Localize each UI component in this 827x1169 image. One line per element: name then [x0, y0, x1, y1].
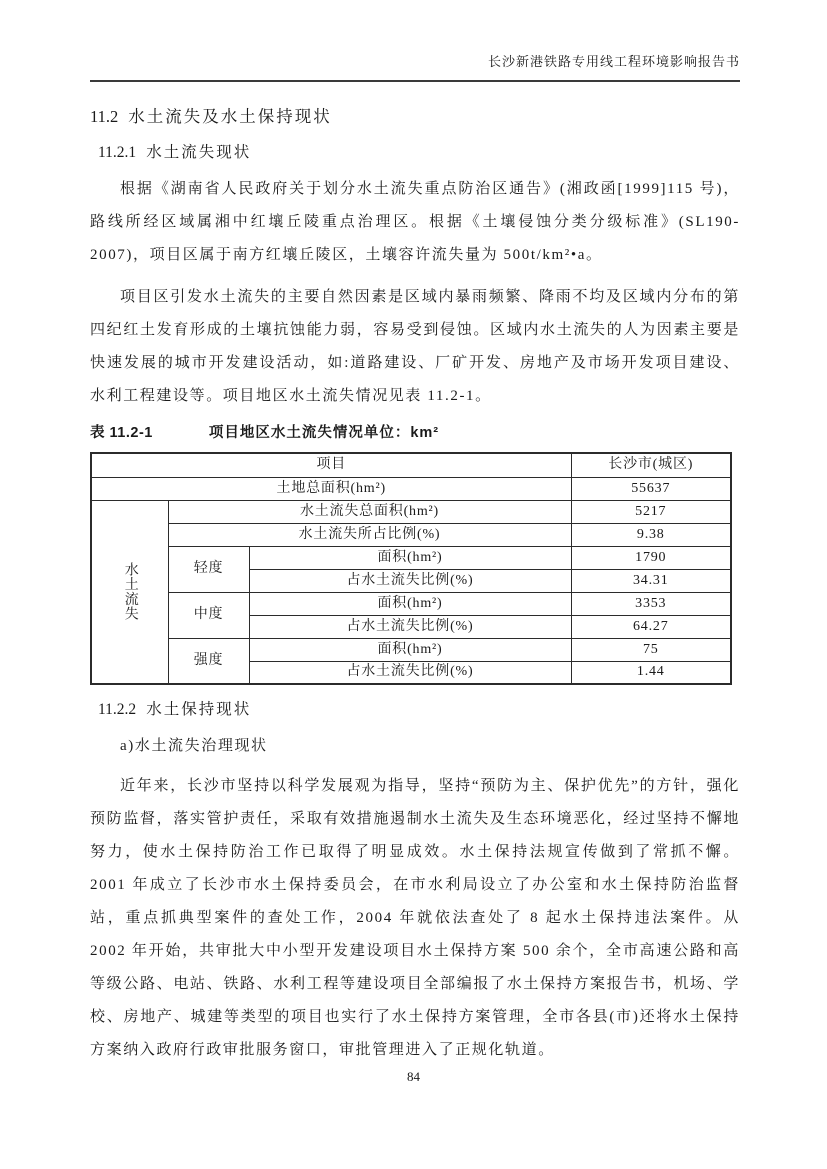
section-number: 11.2.1 [98, 144, 137, 161]
cell-value: 9.38 [571, 523, 731, 546]
paragraph-conservation-status: 近年来，长沙市坚持以科学发展观为指导，坚持“预防为主、保护优先”的方针，强化预防监督，落实管护责任，采取有效措施遏制水土流失及生态环境恶化，经过坚持不懈地努力，使水土保持防治工作已取得了明显成效。水土保持法规宣传做到了常抓不懈。2001 年成立了长沙市水土保持委员会，在市水利局设立了办公室和水土保持防治监督站，重点抓典型案件的查处工作，2004 年就依法查处了 8 起水土保持违法案件。从 2002 年开始，共审批大中小型开发建设项目水土保持方案 500 余个，全市高速公路和高等级公路、电站、铁路、水利工程等建设项目全部编报了水土保持方案报告书，机场、学校、房地产、城建等类型的项目也实行了水土保持方案管理，全市各县(市)还将水土保持方案纳入政府行政审批服务窗口，审批管理进入了正规化轨道。 [90, 778, 740, 1058]
cell-value: 75 [571, 638, 731, 661]
erosion-data-table [90, 452, 732, 685]
paragraph-erosion-causes: 项目区引发水土流失的主要自然因素是区域内暴雨频繁、降雨不均及区域内分布的第四纪红土发育形成的土壤抗蚀能力弱，容易受到侵蚀。区域内水土流失的人为因素主要是快速发展的城市开发建设活动，如:道路建设、厂矿开发、房地产及市场开发项目建设、水利工程建设等。项目地区水土流失情况见表 11.2-1。 [90, 289, 740, 404]
section-number: 11.2.2 [98, 701, 137, 718]
paragraph-erosion-zoning: 根据《湖南省人民政府关于划分水土流失重点防治区通告》(湘政函[1999]115 号)，路线所经区域属湘中红壤丘陵重点治理区。根据《土壤侵蚀分类分级标准》(SL190-2007)，项目区属于南方红壤丘陵区，土壤容许流失量为 500t/km²•a。 [90, 181, 740, 263]
cell-label: 占水土流失比例(%) [249, 661, 571, 684]
cell-label: 占水土流失比例(%) [249, 569, 571, 592]
cell-level-name: 中度 [168, 592, 249, 638]
section-heading-11-2-2 [98, 699, 740, 721]
cell-label: 占水土流失比例(%) [249, 615, 571, 638]
running-header-title: 长沙新港铁路专用线工程环境影响报告书 [487, 54, 740, 69]
section-heading-11-2-1 [98, 142, 740, 164]
cell-label: 面积(hm²) [249, 546, 571, 569]
table-row-strong-area [91, 638, 731, 661]
cell-level-name: 轻度 [168, 546, 249, 592]
section-heading-11-2 [90, 106, 740, 128]
table-row-header [91, 453, 731, 477]
cell-value: 5217 [571, 500, 731, 523]
table-row-light-area [91, 546, 731, 569]
cell-level-name: 强度 [168, 638, 249, 684]
header-cell-item: 项目 [91, 453, 571, 477]
table-row-erosion-total [91, 500, 731, 523]
cell-value: 1790 [571, 546, 731, 569]
cell-value: 1.44 [571, 661, 731, 684]
cell-label: 面积(hm²) [249, 638, 571, 661]
table-caption-label: 表 11.2-1 [90, 425, 153, 441]
cell-value: 64.27 [571, 615, 731, 638]
section-title: 水土流失及水土保持现状 [128, 107, 332, 126]
section-title: 水土流失现状 [146, 144, 252, 161]
section-number: 11.2 [90, 107, 119, 126]
running-header [90, 52, 740, 82]
table-row-medium-area [91, 592, 731, 615]
cell-value: 3353 [571, 592, 731, 615]
table-caption-text: 项目地区水土流失情况单位：km² [208, 425, 440, 441]
cell-value: 34.31 [571, 569, 731, 592]
table-caption [90, 421, 740, 445]
cell-label: 水土流失总面积(hm²) [168, 500, 571, 523]
cell-value: 55637 [571, 477, 731, 500]
cell-group-label: 水土流失 [91, 500, 168, 684]
cell-label: 土地总面积(hm²) [91, 477, 571, 500]
subsection-a-heading: a)水土流失治理现状 [120, 738, 268, 754]
header-cell-city: 长沙市(城区) [571, 453, 731, 477]
cell-label: 水土流失所占比例(%) [168, 523, 571, 546]
section-title: 水土保持现状 [146, 701, 252, 718]
page-footer [0, 1069, 827, 1085]
page-number: 84 [407, 1069, 420, 1084]
cell-label: 面积(hm²) [249, 592, 571, 615]
table-row-erosion-ratio [91, 523, 731, 546]
table-row-total-land [91, 477, 731, 500]
